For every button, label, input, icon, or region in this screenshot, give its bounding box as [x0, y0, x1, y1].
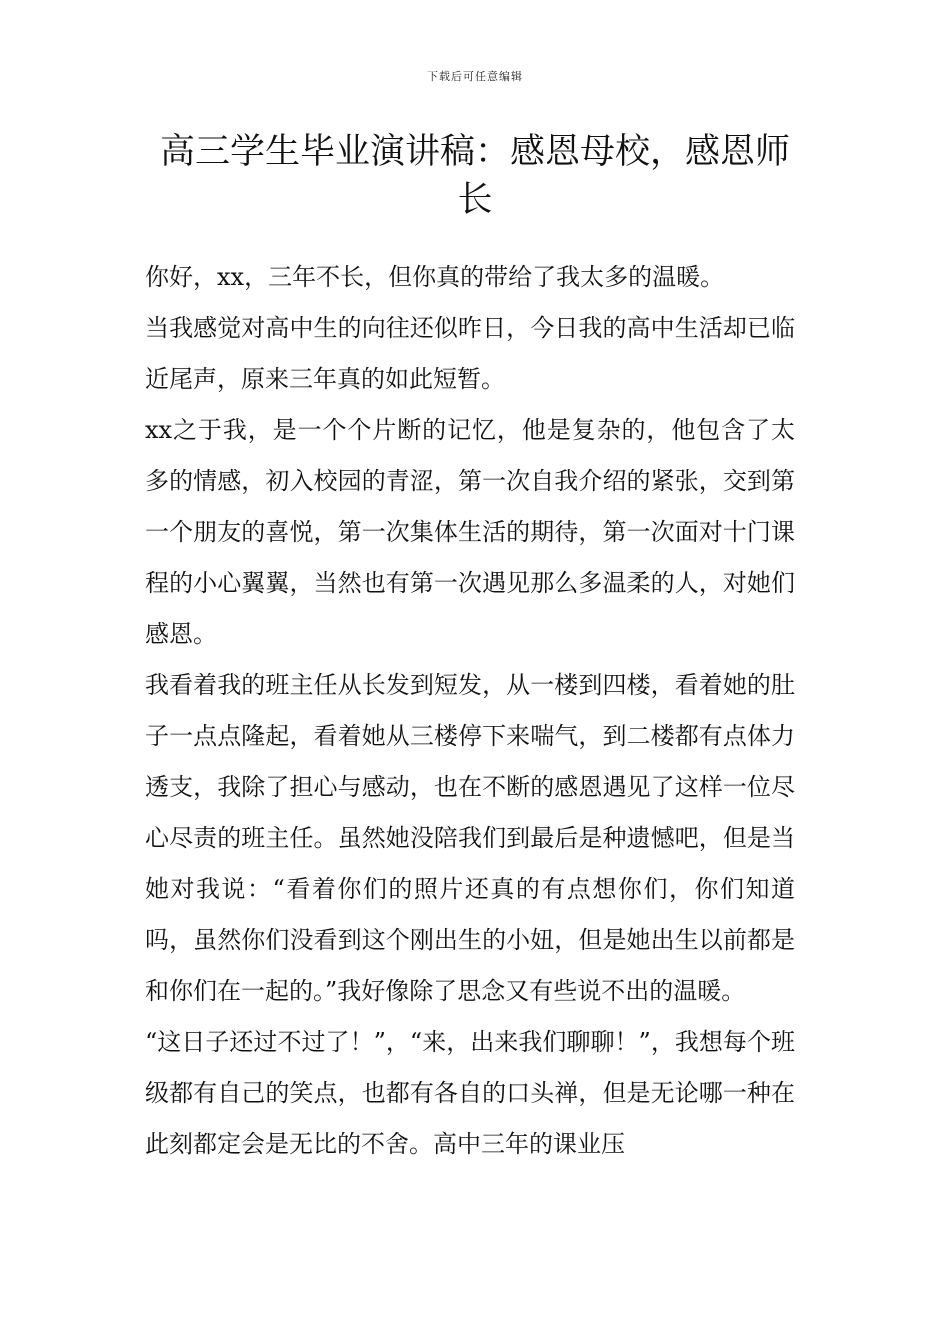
document-title: 高三学生毕业演讲稿：感恩母校，感恩师长 — [159, 132, 790, 220]
paragraph-2: 当我感觉对高中生的向往还似昨日，今日我的高中生活却已临近尾声，原来三年真的如此短暂。 — [145, 314, 795, 393]
document-body — [145, 252, 795, 1170]
paragraph-5: “这日子还过不过了！”，“来，出来我们聊聊！”，我想每个班级都有自己的笑点，也都有各自的口头禅，但是无论哪一种在此刻都定会是无比的不舍。高中三年的课业压 — [145, 1028, 795, 1158]
paragraph-4: 我看着我的班主任从长发到短发，从一楼到四楼，看着她的肚子一点点隆起，看着她从三楼停下来喘气，到二楼都有点体力透支，我除了担心与感动，也在不断的感恩遇见了这样一位尽心尽责的班主任。虽然她没陪我们到最后是种遗憾吧，但是当她对我说：“看着你们的照片还真的有点想你们，你们知道吗，虽然你们没看到这个刚出生的小妞，但是她出生以前都是和你们在一起的。”我好像除了思念又有些说不出的温暖。 — [145, 671, 795, 1005]
header-note: 下载后可任意编辑 — [427, 70, 523, 83]
paragraph-3: xx之于我，是一个个片断的记忆，他是复杂的，他包含了太多的情感，初入校园的青涩，第一次自我介绍的紧张，交到第一个朋友的喜悦，第一次集体生活的期待，第一次面对十门课程的小心翼翼，当然也有第一次遇见那么多温柔的人，对她们感恩。 — [145, 416, 795, 648]
paragraph-1: 你好，xx，三年不长，但你真的带给了我太多的温暖。 — [145, 263, 725, 291]
